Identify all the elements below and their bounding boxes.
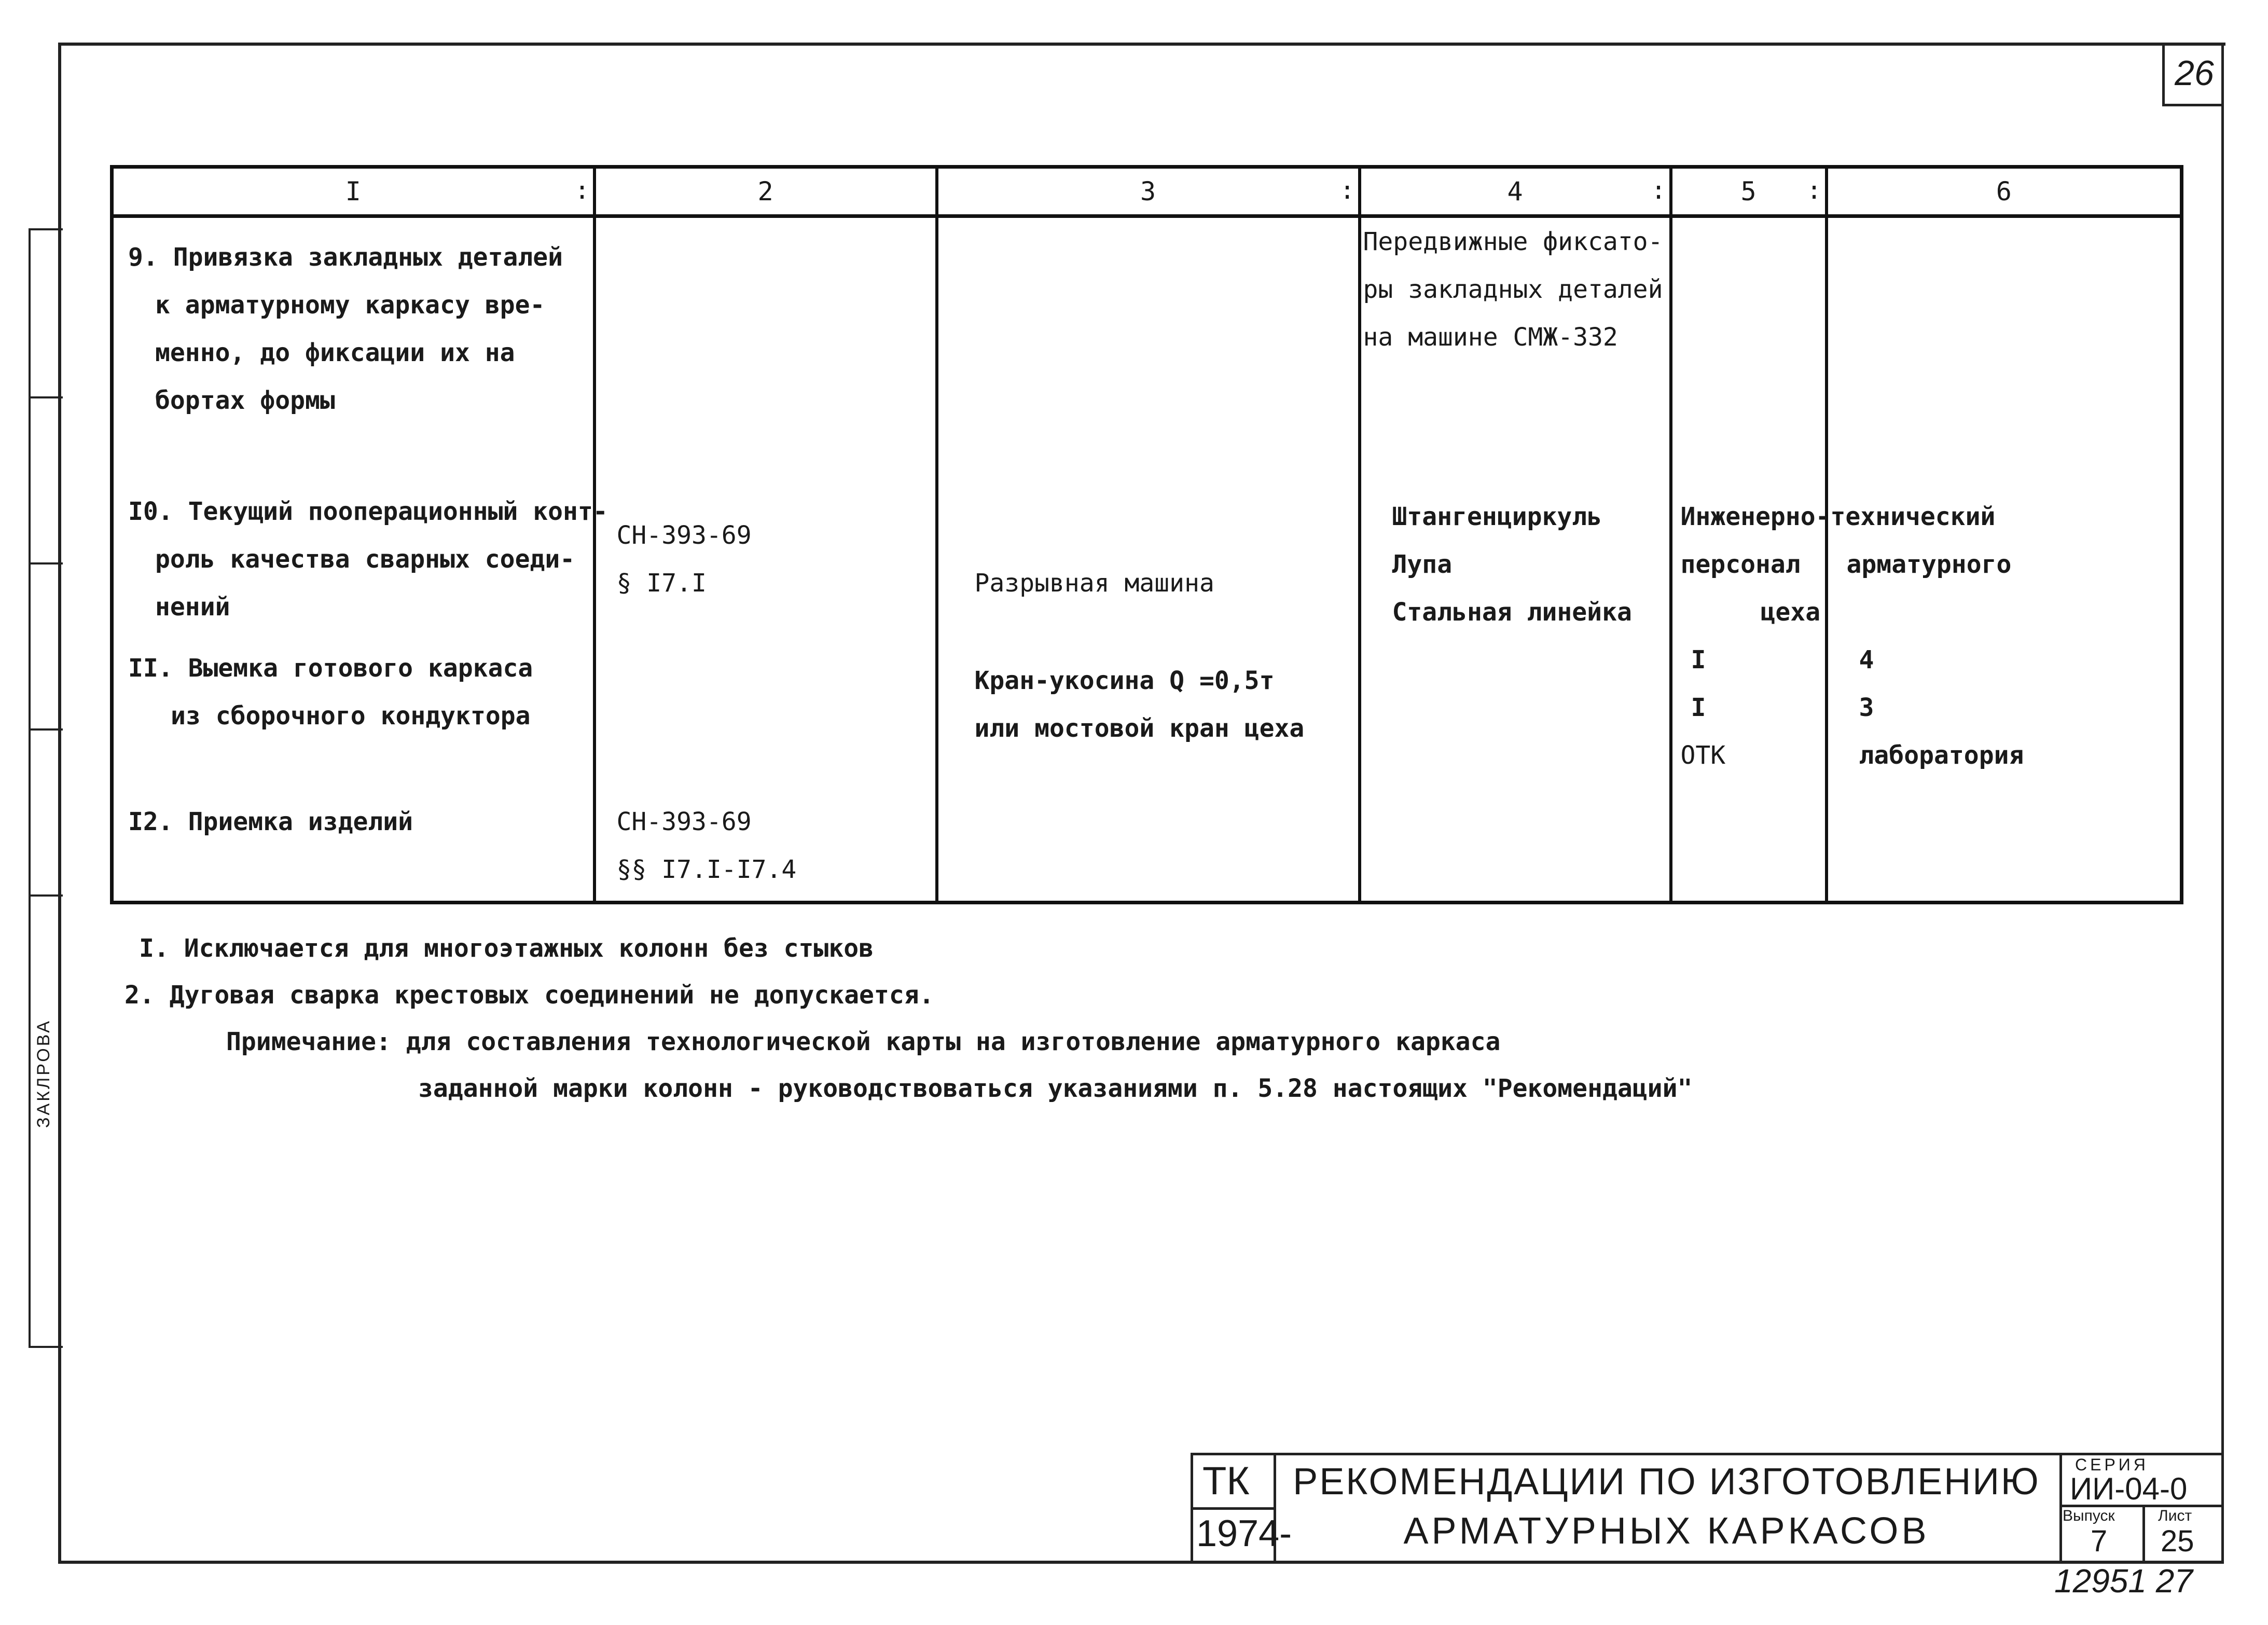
remark-line-1: Примечание: для составления технологической карты на изготовление арматурного каркаса: [226, 1027, 1501, 1056]
table-body-row: [112, 216, 2182, 903]
strip-divider: [31, 396, 63, 398]
title-block-divider: [1193, 1507, 1274, 1510]
series-value: ИИ-04-0: [2070, 1471, 2188, 1506]
step-text: 9. Привязка закладных деталей: [128, 243, 563, 272]
personnel-text: ОТК: [1680, 741, 1726, 770]
process-table: [110, 165, 2183, 904]
standard-ref: СН-393-69: [616, 521, 752, 550]
personnel-text: Инженерно-технический: [1680, 502, 1996, 531]
grade-value: I: [1691, 645, 1706, 674]
footnote-2: 2. Дуговая сварка крестовых соединений не допускается.: [125, 981, 934, 1010]
header-col-3: 3 :: [937, 167, 1360, 216]
personnel-text: цеха: [1760, 598, 1821, 627]
issue-value: 7: [2091, 1524, 2108, 1558]
col-6-cell: [1827, 216, 2182, 903]
step-text: к арматурному каркасу вре-: [155, 291, 545, 320]
header-col-1: I :: [112, 167, 594, 216]
equipment-text: Разрывная машина: [974, 569, 1214, 598]
step-text: роль качества сварных соеди-: [155, 545, 575, 574]
sheet-value: 25: [2161, 1524, 2194, 1558]
frame-top-border: [60, 43, 2225, 46]
step-text: нений: [155, 593, 230, 622]
tool-text: на машине СМЖ-332: [1363, 323, 1618, 352]
frame-right-border: [2221, 43, 2224, 1563]
tool-text: Лупа: [1392, 550, 1453, 579]
step-text: II. Выемка готового каркаса: [128, 654, 533, 683]
binding-strip: [29, 228, 63, 1348]
personnel-text: лаборатория: [1859, 741, 2024, 770]
tool-text: Стальная линейка: [1392, 598, 1632, 627]
table-header-row: [112, 167, 2182, 216]
standard-ref: СН-393-69: [616, 807, 752, 836]
col-1-cell: [112, 216, 608, 903]
stamp-text: ЗАКЛРОВА: [34, 1019, 53, 1128]
header-label: 3: [1140, 176, 1156, 206]
count-value: 4: [1859, 645, 1874, 674]
grade-value: I: [1691, 693, 1706, 722]
header-label: 2: [757, 176, 773, 206]
series-label: СЕРИЯ: [2075, 1455, 2149, 1474]
header-col-6: [1827, 167, 2182, 216]
header-label: I: [345, 176, 361, 206]
doc-title-line-1: РЕКОМЕНДАЦИИ ПО ИЗГОТОВЛЕНИЮ: [1293, 1461, 2040, 1503]
step-text: из сборочного кондуктора: [171, 701, 531, 731]
footnote-1: I. Исключается для многоэтажных колонн без стыков: [139, 934, 874, 963]
doc-title-line-2: АРМАТУРНЫХ КАРКАСОВ: [1403, 1510, 1930, 1552]
header-label: 6: [1996, 176, 2012, 206]
doc-code: ТК: [1202, 1459, 1250, 1503]
remark-line-2: заданной марки колонн - руководствоваться указаниями п. 5.28 настоящих "Рекомендаций": [418, 1074, 1693, 1103]
standard-ref: § I7.I: [616, 569, 707, 598]
header-label: 4: [1507, 176, 1523, 206]
sheet-label: Лист: [2158, 1507, 2192, 1524]
step-text: бортах формы: [155, 386, 335, 415]
personnel-text: персонал: [1680, 550, 1801, 579]
title-block-divider: [2142, 1505, 2145, 1563]
tool-text: ры закладных деталей: [1363, 275, 1663, 304]
issue-label: Выпуск: [2063, 1507, 2115, 1524]
header-col-4: 4 :: [1360, 167, 1671, 216]
col-4-cell: [1360, 216, 1671, 903]
equipment-text: Кран-укосина Q =0,5т: [974, 666, 1275, 695]
archive-number: 12951 27: [2054, 1562, 2193, 1600]
step-text: I2. Приемка изделий: [128, 807, 413, 836]
strip-divider: [31, 894, 63, 897]
header-col-2: [594, 167, 937, 216]
doc-year: 1974-: [1196, 1513, 1292, 1554]
personnel-text: арматурного: [1846, 550, 2012, 579]
header-col-5: 5 :: [1671, 167, 1827, 216]
count-value: 3: [1859, 693, 1874, 722]
header-label: 5: [1740, 176, 1757, 206]
col-2-cell: [594, 216, 937, 903]
standard-ref: §§ I7.I-I7.4: [616, 855, 797, 884]
step-text: I0. Текущий пооперационный конт-: [128, 497, 608, 526]
tool-text: Штангенциркуль: [1392, 502, 1602, 531]
col-3-cell: [937, 216, 1360, 903]
strip-divider: [31, 562, 63, 564]
step-text: менно, до фиксации их на: [155, 338, 515, 367]
title-block-divider: [2059, 1455, 2062, 1563]
tool-text: Передвижные фиксато-: [1363, 227, 1663, 256]
title-block: [1191, 1453, 2223, 1563]
equipment-text: или мостовой кран цеха: [974, 714, 1305, 743]
strip-divider: [31, 728, 63, 731]
sheet-number: 26: [2162, 43, 2224, 106]
